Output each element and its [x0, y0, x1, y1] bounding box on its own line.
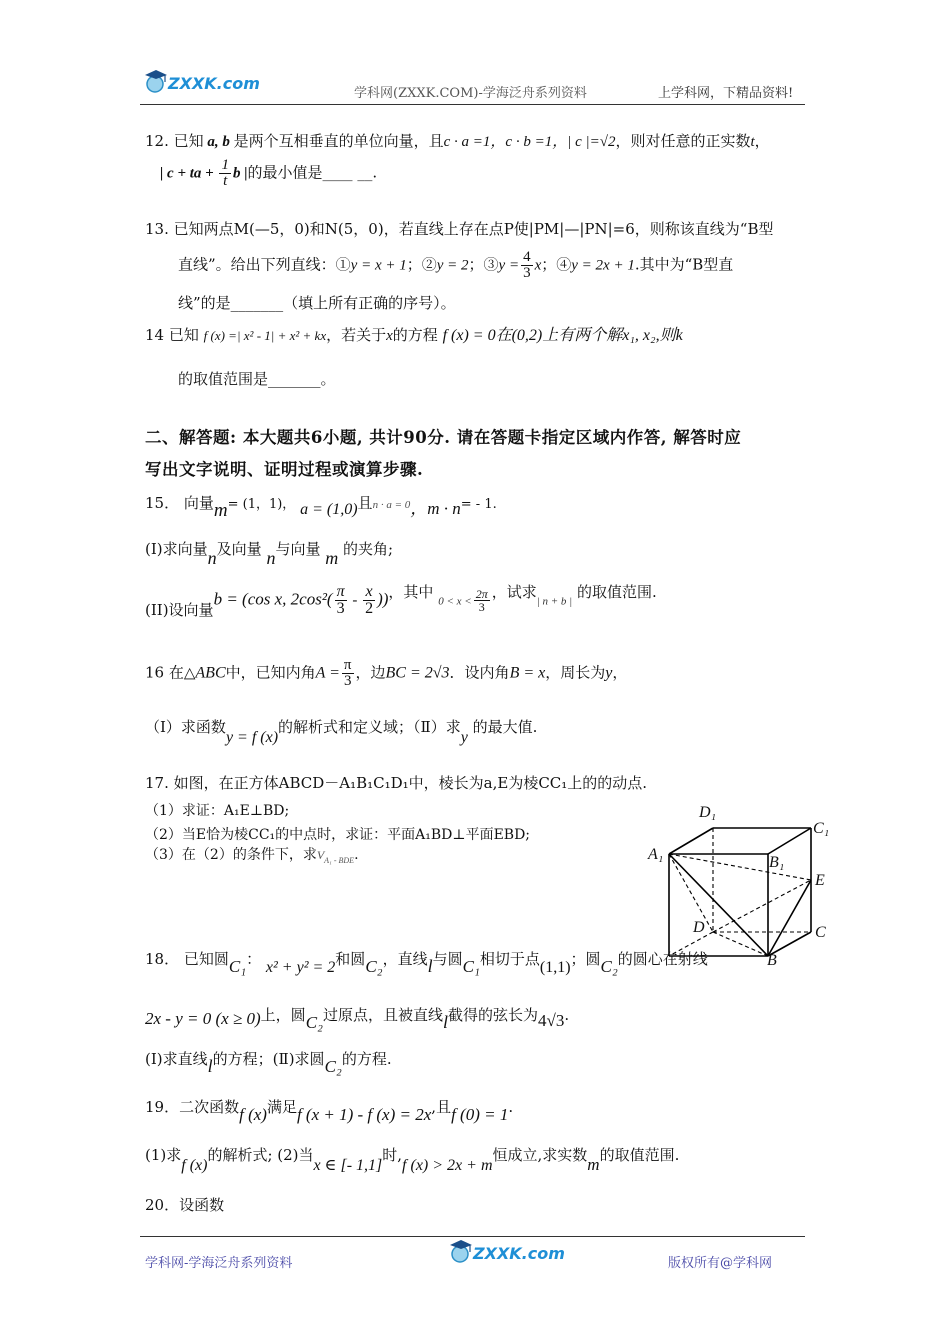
q18-parts: (Ⅰ)求直线l的方程；(Ⅱ)求圆C₂的方程. — [145, 1050, 392, 1076]
q18-line2: 2x - y = 0 (x ≥ 0)上，圆C₂过原点，且被直线l截得的弦长为4√3. — [145, 1006, 570, 1032]
q13-line1: 13. 已知两点M(—5，0)和N(5，0)，若直线上存在点P使|PM|—|PN|=6，则称该直线为“B型 — [145, 220, 774, 238]
q13-line2: 直线”。给出下列直线：①y = x + 1；②y = 2；③y = $\frac{4}{3}$ x；④y = 2x + 1.其中为“B型直 — [178, 249, 734, 281]
q12-line2: | c + ta + $\frac{1}{t}$ b |的最小值是____ __. — [160, 157, 378, 189]
q15-line1: 15． 向量m= (1，1)， a = (1,0)且n · a = 0，m · n= - 1. — [145, 494, 497, 521]
cube-label-b: B — [767, 952, 777, 969]
q20-line1: 20．设函数 — [145, 1196, 225, 1214]
q18-line1: 18． 已知圆C₁： x² + y² = 2和圆C₂，直线l与圆C₁相切于点(1,1)；圆C₂的圆心在射线 — [145, 950, 708, 976]
q15-part1: (I)求向量n及向量 n与向量 m 的夹角; — [145, 540, 394, 568]
q14-line1: 14 已知 f (x) =| x² - 1| + x² + kx，若关于x的方程 f (x) = 0在(0,2)上有两个解x₁, x₂,则k — [145, 326, 683, 344]
q15-part2: (II)设向量b = (cos x, 2cos²( $\frac{\pi}{3}$ - $\frac{x}{2}$ ))，其中 0 < x < $\frac{2\pi}{3}$ ，试求| n + b | 的取值范围. — [145, 582, 657, 619]
q17-part2: （2）当E恰为棱CC₁的中点时，求证：平面A₁BD⊥平面EBD; — [145, 827, 531, 843]
header-right: 上学科网，下精品资料! — [658, 86, 794, 101]
header-rule — [140, 104, 805, 105]
cube-label-c1: C₁ — [813, 820, 830, 837]
section2-heading-line1: 二、解答题: 本大题共6小题, 共计90分. 请在答题卡指定区域内作答, 解答时应 — [145, 428, 742, 447]
cube-label-d: D — [693, 919, 705, 936]
cube-label-c: C — [815, 924, 826, 941]
edge-a1-d1 — [669, 828, 713, 854]
header-center: 学科网(ZXXK.COM)-学海泛舟系列资料 — [354, 86, 587, 101]
header-logo — [140, 66, 260, 98]
cube-label-d1: D₁ — [699, 804, 717, 821]
hidden-segment-d-b — [713, 932, 768, 956]
q17-part3: （3）在（2）的条件下，求$V_{A_1 - BDE}$. — [145, 847, 359, 865]
footer-logo — [445, 1236, 565, 1268]
q12-line1: 12. 已知 a, b 是两个互相垂直的单位向量，且c · a =1，c · b =1，| c |=√2，则对任意的正实数t， — [145, 132, 770, 150]
header-logo-text: ZXXK.com — [168, 74, 260, 93]
cube-label-e: E — [815, 872, 825, 889]
q19-line1: 19．二次函数f (x)满足f (x + 1) - f (x) = 2x,且f (0) = 1. — [145, 1098, 514, 1124]
edge-c1-b1 — [768, 828, 811, 854]
q16-line1: 16 在△ABC中，已知内角A = $\frac{\pi}{3}$ ，边BC = 2√3．设内角B = x，周长为y， — [145, 657, 628, 689]
q13-line3: 线”的是_______（填上所有正确的序号）。 — [178, 294, 456, 312]
footer-logo-text: ZXXK.com — [473, 1244, 565, 1263]
q17-part1: （1）求证：A₁E⊥BD; — [145, 803, 290, 819]
q19-parts: (1)求f (x)的解析式; (2)当x ∈ [- 1,1]时,f (x) > 2x + m恒成立,求实数m的取值范围. — [145, 1146, 680, 1174]
q16-parts: （Ⅰ）求函数y = f (x)的解析式和定义域；（Ⅱ）求y 的最大值. — [145, 718, 538, 746]
q17-line1: 17. 如图，在正方体ABCD－A₁B₁C₁D₁中，棱长为a,E为棱CC₁上的的动点. — [145, 774, 648, 792]
q14-line2: 的取值范围是_______。 — [178, 370, 336, 388]
footer-right: 版权所有@学科网 — [668, 1256, 773, 1271]
section2-heading-line2: 写出文字说明、证明过程或演算步骤. — [145, 460, 424, 479]
cube-label-a1: A₁ — [648, 846, 664, 863]
footer-left: 学科网-学海泛舟系列资料 — [145, 1256, 293, 1271]
cube-label-b1: B₁ — [769, 854, 785, 871]
